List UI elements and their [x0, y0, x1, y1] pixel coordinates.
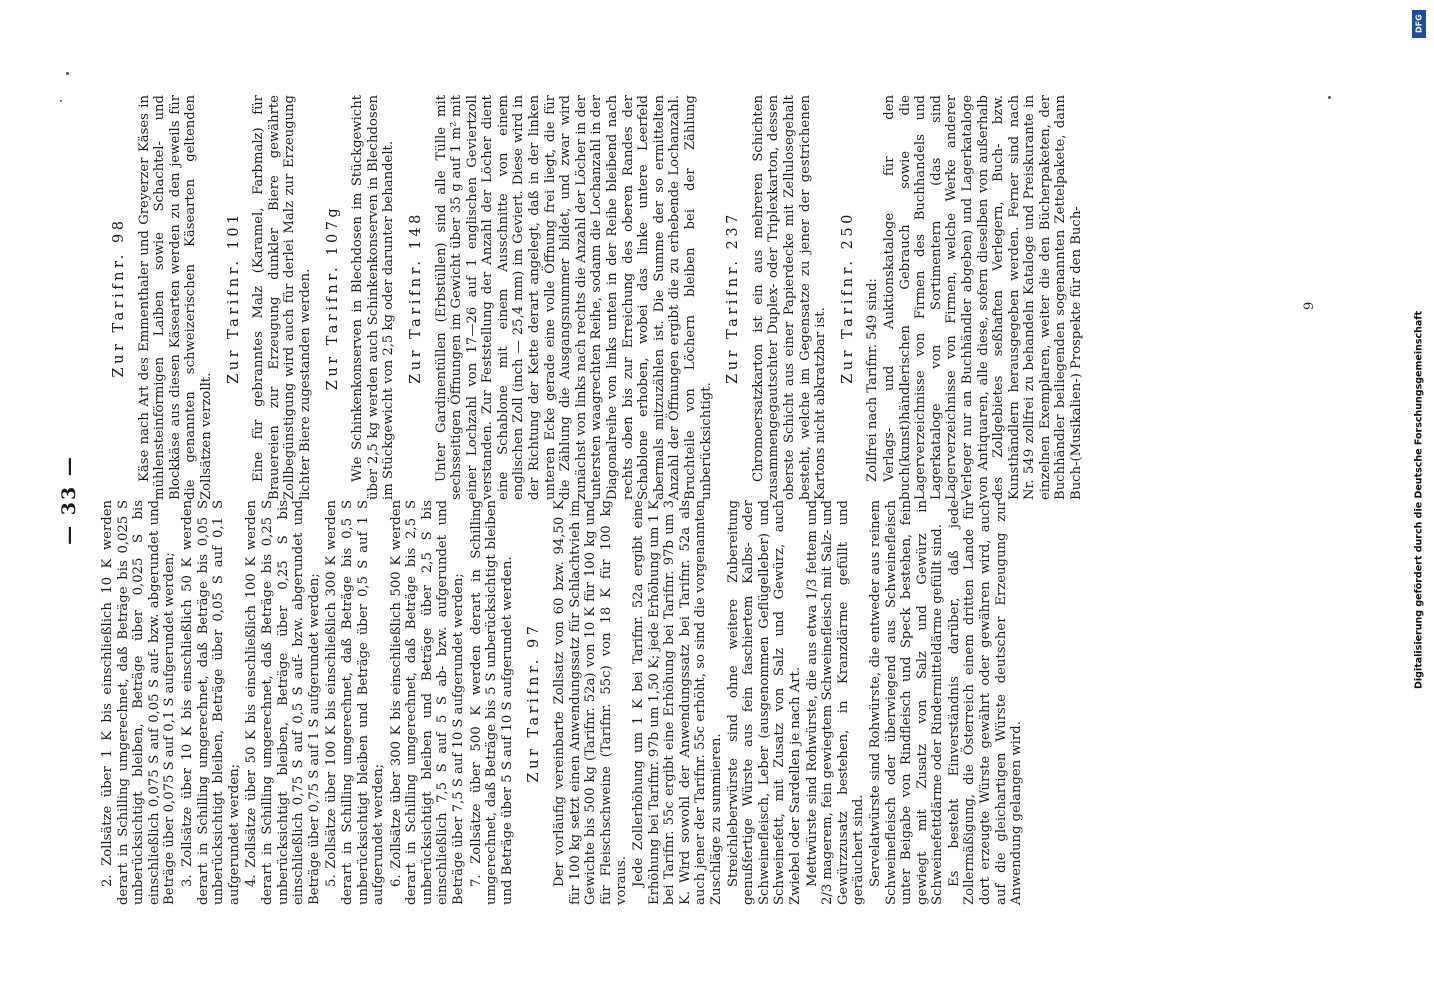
paragraph: Verlags- und Auktionskataloge für den buch(kunst)händlerischen Gebrauch sowie die Lagerverzeichnisse von Firmen des Buchhandels und Lagerkataloge von Sortimentern (das sind Lagerverzeichnisse von Firmen, welche Werke anderer Verleger nur an Buchhändler abgeben) und Lagerkataloge von Antiquaren, alle diese, sofern dieselben von außerhalb des Zollgebietes seßhaften Verlegern, Buch- bzw. Kunsthändlern herausgegeben werden. Ferner sind nach Nr. 549 zollfrei zu behandeln Kataloge und Preiskurante in einzelnen Exemplaren, weiter die den Bücherpaketen, der Buchhändler beiliegenden sogenannten Zettelpakete, dann Buch-(Musikalien-) Prospekte für den Buch- [881, 95, 1085, 500]
paragraph: Streichleberwürste sind ohne weitere Zubereitung genußfertige Würste aus fein faschiertem Kalbs- oder Schweinefleisch, Leber (ausgenommen Geflügelleber) und Schweinefett, mit Zusatz von Salz und Gewürz, auch Zwiebel oder Sardellen je nach Art. [725, 500, 803, 905]
section-heading: Zur Tarifnr. 97 [526, 622, 543, 783]
section-heading: Zur Tarifnr. 237 [725, 211, 742, 384]
paragraph: Käse nach Art des Emmenthaler und Greyerzer Käses in mühlensteinförmigen Laiben sowie Schachtel- und Blockkäse aus diesen Käsearten werden zu den jeweils für die genannten schweizerischen Käsearten geltenden Zollsätzen verzollt. [136, 95, 214, 500]
scan-speck [66, 72, 69, 75]
digitization-sidebar [1408, 0, 1430, 1000]
paragraph: Eine für gebranntes Malz (Karamel, Farbmalz) für Brauereien zur Erzeugung dunkler Biere gewährte Zollbegünstigung wird auch für derlei Malz zur Erzeugung lichter Biere zugestanden werden. [251, 95, 313, 500]
paragraph: 7. Zollsätze über 500 K werden derart in Schilling umgerechnet, daß Beträge bis 5 S unberücksichtigt bleiben und Beträge über 5 S auf 10 S aufgerundet werden. [468, 500, 515, 905]
section-heading: Zur Tarifnr. 98 [111, 217, 127, 378]
paragraph: Servelatwürste sind Rohwürste, die entweder aus reinem Schweinefleisch oder überwiegend aus Schweinefleisch unter Beigabe von Rindfleisch und Speck bestehen, fein gewiegt mit Zusatz von Salz und Gewürz in Schweinefettdärme oder Rindermitteldärme gefüllt sind. [867, 500, 946, 905]
paragraph: Wie Schinkenkonserven in Blechdosen im Stückgewicht über 2,5 kg werden auch Schinkenkonserven in Blechdosen im Stückgewicht von 2,5 kg oder darunter behandelt. [350, 95, 397, 500]
scan-speck [60, 100, 62, 102]
right-column [100, 95, 1086, 500]
digitization-note: Digitalisierung gefördert durch die Deutsche Forschungsgemeinschaft [1413, 311, 1425, 689]
paragraph: 5. Zollsätze über 100 K bis einschließlich 300 K werden derart in Schilling umgerechnet, daß Beträge bis 0,5 S unberücksichtigt bleiben und Beträge über 0,5 S auf 1 S aufgerundet werden; [324, 500, 387, 905]
paragraph: 3. Zollsätze über 10 K bis einschließlich 50 K werden derart in Schilling umgerechnet, daß Beträge bis 0,05 S unberücksichtigt bleiben, Beträge über 0,05 S auf 0,1 S aufgerundet werden; [179, 500, 242, 905]
paragraph: Der vorläufig vereinbarte Zollsatz von 60 bzw. 94,50 K für 100 kg setzt einen Anwendungssatz für Schlachtvieh im Gewichte bis 500 kg (Tarifnr. 52a) von 10 K für 100 kg und für Fleischschweine (Tarifnr. 55c) von 18 K für 100 kg voraus. [552, 500, 630, 905]
paragraph: 4. Zollsätze über 50 K bis einschließlich 100 K werden derart in Schilling umgerechnet, daß Beträge bis 0,25 S unberücksichtigt bleiben, Beträge über 0,25 S bis einschließlich 0,75 S auf 0,5 S auf- bzw. abgerundet und Beträge über 0,75 S auf 1 S aufgerundet werden; [244, 500, 322, 905]
paragraph: 2. Zollsätze über 1 K bis einschließlich 10 K werden derart in Schilling umgerechnet, daß Beträge bis 0,025 S unberücksichtigt bleiben, Beträge über 0,025 S bis einschließlich 0,075 S auf 0,05 S auf- bzw. abgerundet und Beträge über 0,075 S auf 0,1 S aufgerundet werden; [100, 500, 178, 905]
left-column [100, 500, 1026, 905]
paragraph: Jede Zollerhöhung um 1 K bei Tarifnr. 52a ergibt eine Erhöhung bei Tarifnr. 97b um 1,50 K; jede Erhöhung um 1 K bei Tarifnr. 55c ergibt eine Erhöhung bei Tarifnr. 97b um 3 K. Wird sowohl der Anwendungssatz bei Tarifnr. 52a als auch jener der Tarifnr. 55c erhöht, so sind die vorgenannten Zuschläge zu summieren. [631, 500, 724, 905]
paragraph: Unter Gardinentüllen (Erbstüllen) sind alle Tülle mit sechsseitigen Öffnungen im Gewicht über 35 g auf 1 m² mit einer Lochzahl von 17—26 auf 1 englischen Geviertzoll verstanden. Zur Feststellung der Anzahl der Löcher dient eine Schablone mit einem Ausschnitte von einem englischen Zoll (inch — 25,4 mm) im Geviert. Diese wird in der Richtung der Kette derart angelegt, daß in der linken unteren Ecke gerade eine volle Öffnung frei liegt, die für die Zählung die Ausgangsnummer bildet, und zwar wird zunächst von links nach rechts die Anzahl der Löcher in der untersten waagrechten Reihe, sodann die Lochanzahl in der Diagonalreihe von links unten in der Reihe bleibend nach rechts oben bis zur Erreichung des oberen Randes der Schablone erhoben, wobei das linke untere Leerfeld abermals mitzuzählen ist. Die Summe der so ermittelten Anzahl der Öffnungen ergibt die zu erhebende Lochanzahl. Bruchteile von Löchern bleiben bei der Zählung unberücksichtigt. [433, 95, 714, 500]
section-heading: Zur Tarifnr. 148 [407, 211, 424, 384]
section-heading: Zur Tarifnr. 107g [324, 204, 341, 391]
paragraph: Es besteht Einverständnis darüber, daß jede Zollermäßigung, die Österreich einem dritten Lande für dort erzeugte Würste gewährt oder gewähren wird, auch auf die gleichartigen Würste deutscher Erzeugung zur Anwendung gelangen wird. [946, 500, 1025, 905]
paragraph: 6. Zollsätze über 300 K bis einschließlich 500 K werden derart in Schilling umgerechnet, daß Beträge bis 2,5 S unberücksichtigt bleiben und Beträge über 2,5 S bis einschließlich 7,5 S auf 5 S ab- bzw. aufgerundet und Beträge über 7,5 S auf 10 S aufgerundet werden; [388, 500, 467, 905]
page-header: — 33 — [58, 455, 80, 545]
paragraph: Mettwürste sind Rohwürste, die aus etwa 1/3 fettem und 2/3 magerem, fein gewiegtem Schweinefleisch mit Salz- und Gewürzzusatz bestehen, in Kranzdärme gefüllt und geräuchert sind. [804, 500, 867, 905]
paragraph: Chromoersatzkarton ist ein aus mehreren Schichten zusammengegautschter Duplex- oder Triplexkarton, dessen oberste Schicht aus einer Papierdecke mit Zellulosegehalt besteht, welche im Gegensatze zu jener der gestrichenen Kartons nicht abkratzbar ist. [750, 95, 829, 500]
section-heading: Zur Tarifnr. 250 [839, 211, 856, 384]
page-number: 9 [1302, 301, 1317, 310]
section-heading: Zur Tarifnr. 101 [225, 211, 242, 384]
scan-speck [1328, 96, 1331, 99]
paragraph: Zollfrei nach Tarifnr. 549 sind: [865, 278, 881, 482]
dfg-logo: DFG [1412, 10, 1426, 38]
